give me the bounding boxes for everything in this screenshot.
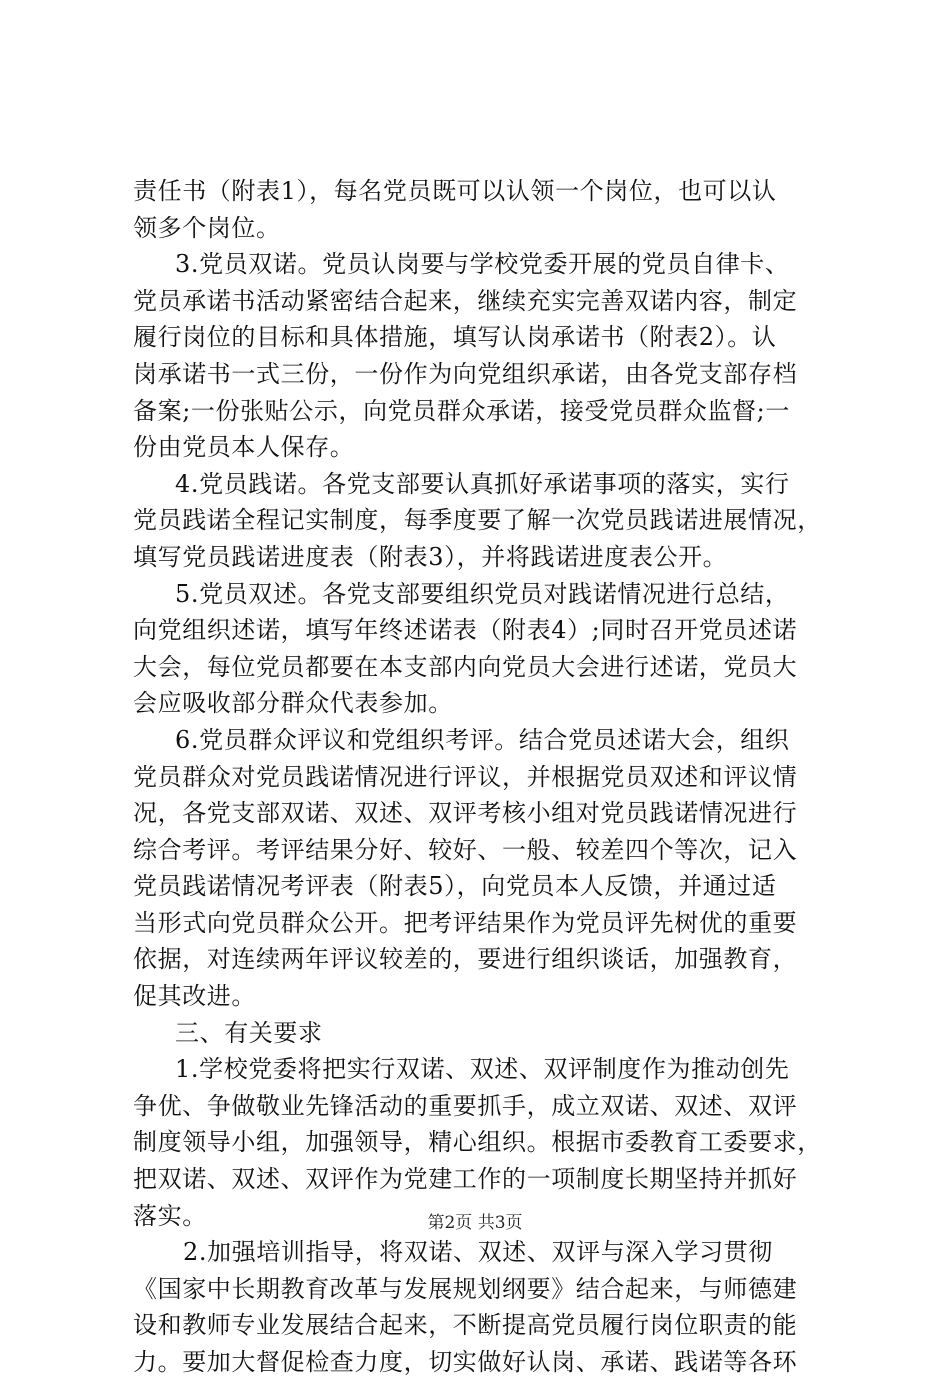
text-line: 力。要加大督促检查力度，切实做好认岗、承诺、践诺等各环 <box>133 1348 798 1376</box>
text-line: 党员践诺情况考评表（附表5），向党员本人反馈，并通过适 <box>133 872 777 901</box>
page-footer: 第2页 共3页 <box>427 1213 523 1233</box>
text-line: 把双诺、双述、双评作为党建工作的一项制度长期坚持并抓好 <box>133 1165 798 1194</box>
text-line: 促其改进。 <box>133 982 256 1011</box>
text-line: 6.党员群众评议和党组织考评。结合党员述诺大会，组织 <box>175 725 790 754</box>
text-line: 设和教师专业发展结合起来，不断提高党员履行岗位职责的能 <box>133 1311 798 1340</box>
text-line: 5.党员双述。各党支部要组织党员对践诺情况进行总结， <box>175 579 790 608</box>
text-line: 岗承诺书一式三份，一份作为向党组织承诺，由各党支部存档 <box>133 359 798 388</box>
text-line: 会应吸收部分群众代表参加。 <box>133 689 453 718</box>
text-line: 依据，对连续两年评议较差的，要进行组织谈话，加强教育， <box>133 945 798 974</box>
text-line: 领多个岗位。 <box>133 213 281 242</box>
text-line: 况，各党支部双诺、双述、双评考核小组对党员践诺情况进行 <box>133 799 798 828</box>
text-line: 党员承诺书活动紧密结合起来，继续充实完善双诺内容，制定 <box>133 286 798 315</box>
text-line: 争优、争做敬业先锋活动的重要抓手，成立双诺、双述、双评 <box>133 1091 798 1120</box>
text-line: 履行岗位的目标和具体措施，填写认岗承诺书（附表2）。认 <box>133 323 777 352</box>
text-line: 备案;一份张贴公示，向党员群众承诺，接受党员群众监督;一 <box>133 396 790 425</box>
text-line: 《国家中长期教育改革与发展规划纲要》结合起来，与师德建 <box>133 1274 798 1303</box>
text-line: 综合考评。考评结果分好、较好、一般、较差四个等次，记入 <box>133 835 798 864</box>
text-line: 党员群众对党员践诺情况进行评议，并根据党员双述和评议情 <box>133 762 798 791</box>
text-line: 份由党员本人保存。 <box>133 433 355 462</box>
text-line: 党员践诺全程记实制度，每季度要了解一次党员践诺进展情况， <box>133 506 822 535</box>
text-line: 责任书（附表1），每名党员既可以认领一个岗位，也可以认 <box>133 177 777 205</box>
text-line: 填写党员践诺进度表（附表3），并将践诺进度表公开。 <box>133 542 728 571</box>
text-line: 落实。 <box>133 1201 207 1230</box>
text-line: 大会，每位党员都要在本支部内向党员大会进行述诺，党员大 <box>133 652 798 681</box>
document-body <box>133 173 833 1381</box>
text-line: 向党组织述诺，填写年终述诺表（附表4）;同时召开党员述诺 <box>133 616 798 645</box>
text-line: 1.学校党委将把实行双诺、双述、双评制度作为推动创先 <box>175 1055 790 1084</box>
text-line: 三、有关要求 <box>175 1018 323 1047</box>
text-line: 2.加强培训指导，将双诺、双述、双评与深入学习贯彻 <box>183 1238 773 1267</box>
text-line: 3.党员双诺。党员认岗要与学校党委开展的党员自律卡、 <box>175 250 790 279</box>
text-line: 4.党员践诺。各党支部要认真抓好承诺事项的落实，实行 <box>175 469 790 498</box>
text-line: 当形式向党员群众公开。把考评结果作为党员评先树优的重要 <box>133 908 798 937</box>
text-line: 制度领导小组，加强领导，精心组织。根据市委教育工委要求， <box>133 1128 822 1157</box>
